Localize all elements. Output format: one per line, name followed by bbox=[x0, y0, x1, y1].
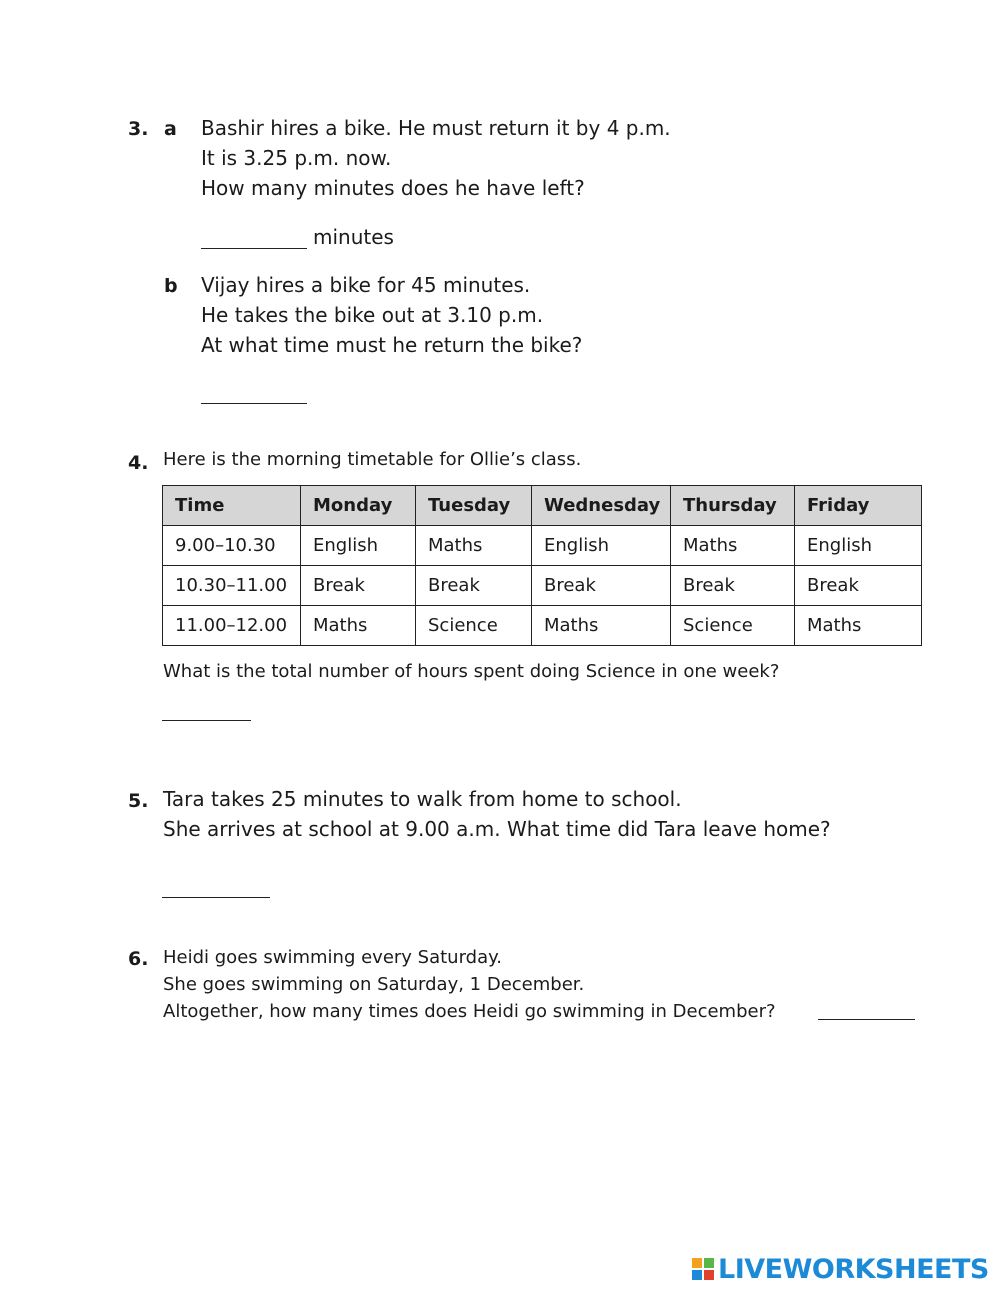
timetable-header: Thursday bbox=[671, 486, 795, 526]
q5-answer-blank[interactable] bbox=[162, 875, 270, 898]
q3-number: 3. bbox=[128, 118, 149, 140]
table-row bbox=[163, 566, 922, 606]
q4-answer-input[interactable] bbox=[162, 698, 251, 720]
timetable-cell: Maths bbox=[795, 606, 922, 646]
q6-answer-input[interactable] bbox=[818, 997, 915, 1019]
q6-number: 6. bbox=[128, 948, 149, 970]
q3a-answer-input[interactable] bbox=[201, 226, 307, 248]
timetable-cell: Science bbox=[416, 606, 532, 646]
logo-square-icon bbox=[692, 1270, 702, 1280]
timetable-cell: Maths bbox=[671, 526, 795, 566]
q3a-unit: minutes bbox=[313, 225, 394, 249]
timetable-header-row bbox=[163, 486, 922, 526]
timetable-header: Wednesday bbox=[532, 486, 671, 526]
logo-square-icon bbox=[704, 1258, 714, 1268]
q3a-answer-blank[interactable] bbox=[201, 226, 307, 249]
liveworksheets-logo bbox=[692, 1252, 989, 1286]
table-row bbox=[163, 606, 922, 646]
q6-line-1: Heidi goes swimming every Saturday. bbox=[163, 947, 502, 968]
logo-square-icon bbox=[692, 1258, 702, 1268]
timetable-cell: Break bbox=[671, 566, 795, 606]
timetable-cell: English bbox=[532, 526, 671, 566]
logo-square-icon bbox=[704, 1270, 714, 1280]
timetable-cell: English bbox=[301, 526, 416, 566]
q3b-line-2: He takes the bike out at 3.10 p.m. bbox=[201, 303, 544, 327]
timetable-cell: 9.00–10.30 bbox=[163, 526, 301, 566]
timetable-cell: English bbox=[795, 526, 922, 566]
timetable-cell: 10.30–11.00 bbox=[163, 566, 301, 606]
q3b-text bbox=[201, 270, 582, 360]
timetable-cell: Break bbox=[301, 566, 416, 606]
q5-line-1: Tara takes 25 minutes to walk from home to school. bbox=[163, 787, 682, 811]
q3a-answer-row bbox=[201, 225, 394, 249]
logo-mark-icon bbox=[692, 1258, 714, 1280]
q5-text bbox=[163, 784, 831, 844]
q3a-line-2: It is 3.25 p.m. now. bbox=[201, 146, 392, 170]
q4-answer-blank[interactable] bbox=[162, 698, 251, 721]
timetable-cell: Maths bbox=[532, 606, 671, 646]
q5-line-2: She arrives at school at 9.00 a.m. What time did Tara leave home? bbox=[163, 817, 831, 841]
timetable-header: Monday bbox=[301, 486, 416, 526]
q5-answer-input[interactable] bbox=[162, 875, 270, 897]
timetable bbox=[162, 485, 922, 646]
timetable-cell: Break bbox=[416, 566, 532, 606]
q3a-line-1: Bashir hires a bike. He must return it by 4 p.m. bbox=[201, 116, 671, 140]
q3a-text bbox=[201, 113, 671, 203]
q3b-line-1: Vijay hires a bike for 45 minutes. bbox=[201, 273, 531, 297]
q5-number: 5. bbox=[128, 790, 149, 812]
q4-intro: Here is the morning timetable for Ollie’s class. bbox=[163, 449, 582, 470]
table-row bbox=[163, 526, 922, 566]
q3b-answer-input[interactable] bbox=[201, 381, 307, 403]
timetable-header: Friday bbox=[795, 486, 922, 526]
timetable-cell: Break bbox=[795, 566, 922, 606]
q3b-answer-blank[interactable] bbox=[201, 381, 307, 404]
q6-line-2: She goes swimming on Saturday, 1 December. bbox=[163, 974, 585, 995]
timetable-cell: Maths bbox=[301, 606, 416, 646]
timetable-cell: 11.00–12.00 bbox=[163, 606, 301, 646]
timetable-cell: Break bbox=[532, 566, 671, 606]
timetable-header: Time bbox=[163, 486, 301, 526]
q6-answer-blank[interactable] bbox=[818, 997, 915, 1020]
timetable-header: Tuesday bbox=[416, 486, 532, 526]
q4-number: 4. bbox=[128, 452, 149, 474]
q6-text bbox=[163, 944, 776, 1025]
q3a-label: a bbox=[164, 118, 177, 140]
timetable-cell: Science bbox=[671, 606, 795, 646]
q3b-line-3: At what time must he return the bike? bbox=[201, 333, 583, 357]
timetable-cell: Maths bbox=[416, 526, 532, 566]
q4-question: What is the total number of hours spent doing Science in one week? bbox=[163, 661, 780, 682]
q6-line-3: Altogether, how many times does Heidi go swimming in December? bbox=[163, 1001, 776, 1022]
q3b-label: b bbox=[164, 275, 178, 297]
q3a-line-3: How many minutes does he have left? bbox=[201, 176, 585, 200]
logo-text: LIVEWORKSHEETS bbox=[718, 1253, 989, 1285]
